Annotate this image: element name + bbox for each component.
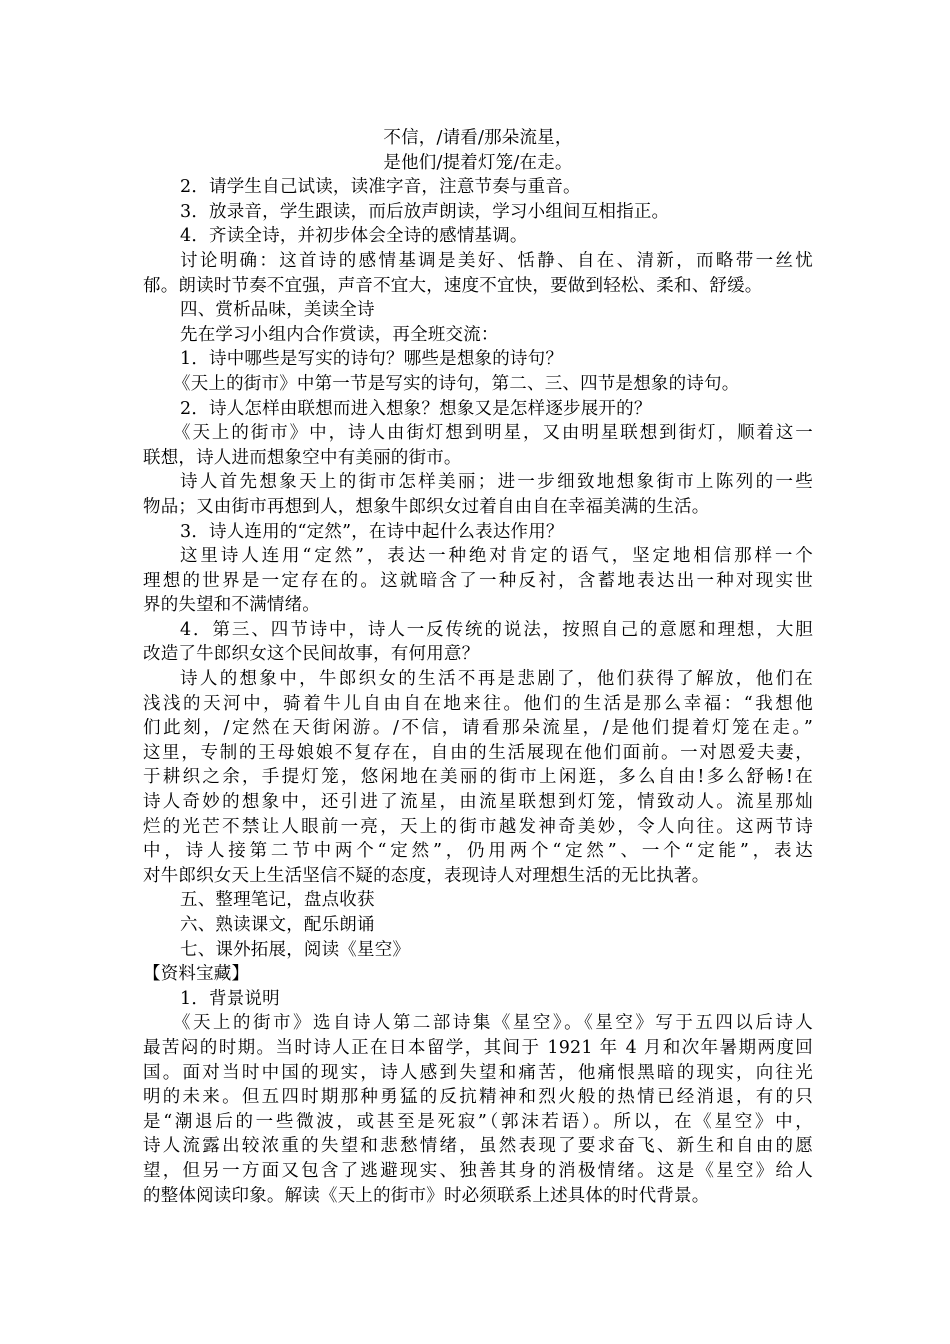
- text-line: 诗人的想象中，牛郎织女的生活不再是悲剧了，他们获得了解放，他们在: [180, 669, 813, 690]
- text-line: 浅浅的天河中，骑着牛儿自由自在地来往。他们的生活是那么幸福：“我想他: [143, 693, 813, 714]
- text-line: 们此刻，/定然在天街闲游。/不信，请看那朵流星，/是他们提着灯笼在走。”: [143, 718, 813, 739]
- text-line: 诗人流露出较浓重的失望和悲愁情绪，虽然表现了要求奋飞、新生和自由的愿: [143, 1136, 813, 1157]
- text-line: 对牛郎织女天上生活坚信不疑的态度，表现诗人对理想生活的无比执著。: [143, 865, 710, 886]
- text-line: 于耕织之余，手提灯笼，悠闲地在美丽的街市上闲逛，多么自由!多么舒畅!在: [143, 767, 813, 788]
- text-line: 理想的世界是一定存在的。这就暗含了一种反衬，含蓄地表达出一种对现实世: [143, 570, 813, 591]
- text-line: 《天上的街市》中，诗人由街灯想到明星，又由明星联想到街灯，顺着这一: [173, 423, 813, 444]
- text-line: 的整体阅读印象。解读《天上的街市》时必须联系上述具体的时代背景。: [143, 1185, 710, 1206]
- text-line: 4．齐读全诗，并初步体会全诗的感情基调。: [180, 226, 528, 247]
- text-line: 2．请学生自己试读，读准字音，注意节奏与重音。: [180, 177, 581, 198]
- text-line: 这里，专制的王母娘娘不复存在，自由的生活展现在他们面前。一对恩爱夫妻，: [143, 742, 813, 763]
- text-line: 最苦闷的时期。当时诗人正在日本留学，其间于 1921 年 4 月和次年暑期两度回: [143, 1037, 813, 1058]
- text-line: 明的未来。但五四时期那种勇猛的反抗精神和烈火般的热情已经消退，有的只: [143, 1087, 813, 1108]
- text-line: 四、赏析品味，美读全诗: [180, 300, 375, 321]
- text-line: 烂的光芒不禁让人眼前一亮，天上的街市越发神奇美妙，令人向往。这两节诗: [143, 816, 813, 837]
- text-line: 这里诗人连用“定然”，表达一种绝对肯定的语气，坚定地相信那样一个: [180, 546, 813, 567]
- text-line: 讨论明确：这首诗的感情基调是美好、恬静、自在、清新，而略带一丝忧: [180, 250, 813, 271]
- text-line: 望，但另一方面又包含了逃避现实、独善其身的消极情绪。这是《星空》给人: [143, 1160, 813, 1181]
- document-body: [143, 175, 813, 1208]
- text-line: 中，诗人接第二节中两个“定然”，仍用两个“定然”、一个“定能”，表达: [143, 841, 813, 862]
- text-line: 物品；又由街市再想到人，想象牛郎织女过着自由自在幸福美满的生活。: [143, 496, 710, 517]
- text-line: 五、整理笔记，盘点收获: [180, 890, 375, 911]
- poem-line-1: 不信，/请看/那朵流星，: [383, 128, 573, 148]
- text-line: 联想，诗人进而想象空中有美丽的街市。: [143, 447, 462, 468]
- text-line: 3．放录音，学生跟读，而后放声朗读，学习小组间互相指正。: [180, 201, 670, 222]
- text-line: 1．背景说明: [180, 988, 280, 1009]
- text-line: 郁。朗读时节奏不宜强，声音不宜大，速度不宜快，要做到轻松、柔和、舒缓。: [143, 275, 763, 296]
- text-line: 改造了牛郎织女这个民间故事，有何用意？: [143, 644, 480, 665]
- document-page: [143, 126, 813, 1208]
- text-line: 3．诗人连用的“定然”，在诗中起什么表达作用？: [180, 521, 564, 542]
- text-line: 诗人首先想象天上的街市怎样美丽；进一步细致地想象街市上陈列的一些: [180, 472, 813, 493]
- text-line: 1．诗中哪些是写实的诗句？哪些是想象的诗句？: [180, 349, 564, 370]
- poem-line-2: 是他们/提着灯笼/在走。: [383, 152, 573, 173]
- text-line: 是“潮退后的一些微波，或甚至是死寂”（郭沫若语）。所以，在《星空》中，: [143, 1111, 813, 1132]
- text-line: 《天上的街市》中第一节是写实的诗句，第二、三、四节是想象的诗句。: [173, 373, 740, 394]
- text-line: 界的失望和不满情绪。: [143, 595, 320, 616]
- text-line: 六、熟读课文，配乐朗诵: [180, 915, 375, 935]
- text-line: 国。面对当时中国的现实，诗人感到失望和痛苦，他痛恨黑暗的现实，向往光: [143, 1062, 813, 1083]
- text-line: 2．诗人怎样由联想而进入想象？想象又是怎样逐步展开的？: [180, 398, 652, 419]
- text-line: 诗人奇妙的想象中，还引进了流星，由流星联想到灯笼，情致动人。流星那灿: [143, 792, 813, 813]
- text-line: 《天上的街市》选自诗人第二部诗集《星空》。《星空》写于五四以后诗人: [173, 1013, 813, 1034]
- text-line: 先在学习小组内合作赏读，再全班交流：: [180, 324, 499, 345]
- text-line: 4．第三、四节诗中，诗人一反传统的说法，按照自己的意愿和理想，大胆: [180, 619, 813, 640]
- text-line: 【资料宝藏】: [143, 964, 250, 985]
- text-line: 七、课外拓展，阅读《星空》: [180, 939, 411, 960]
